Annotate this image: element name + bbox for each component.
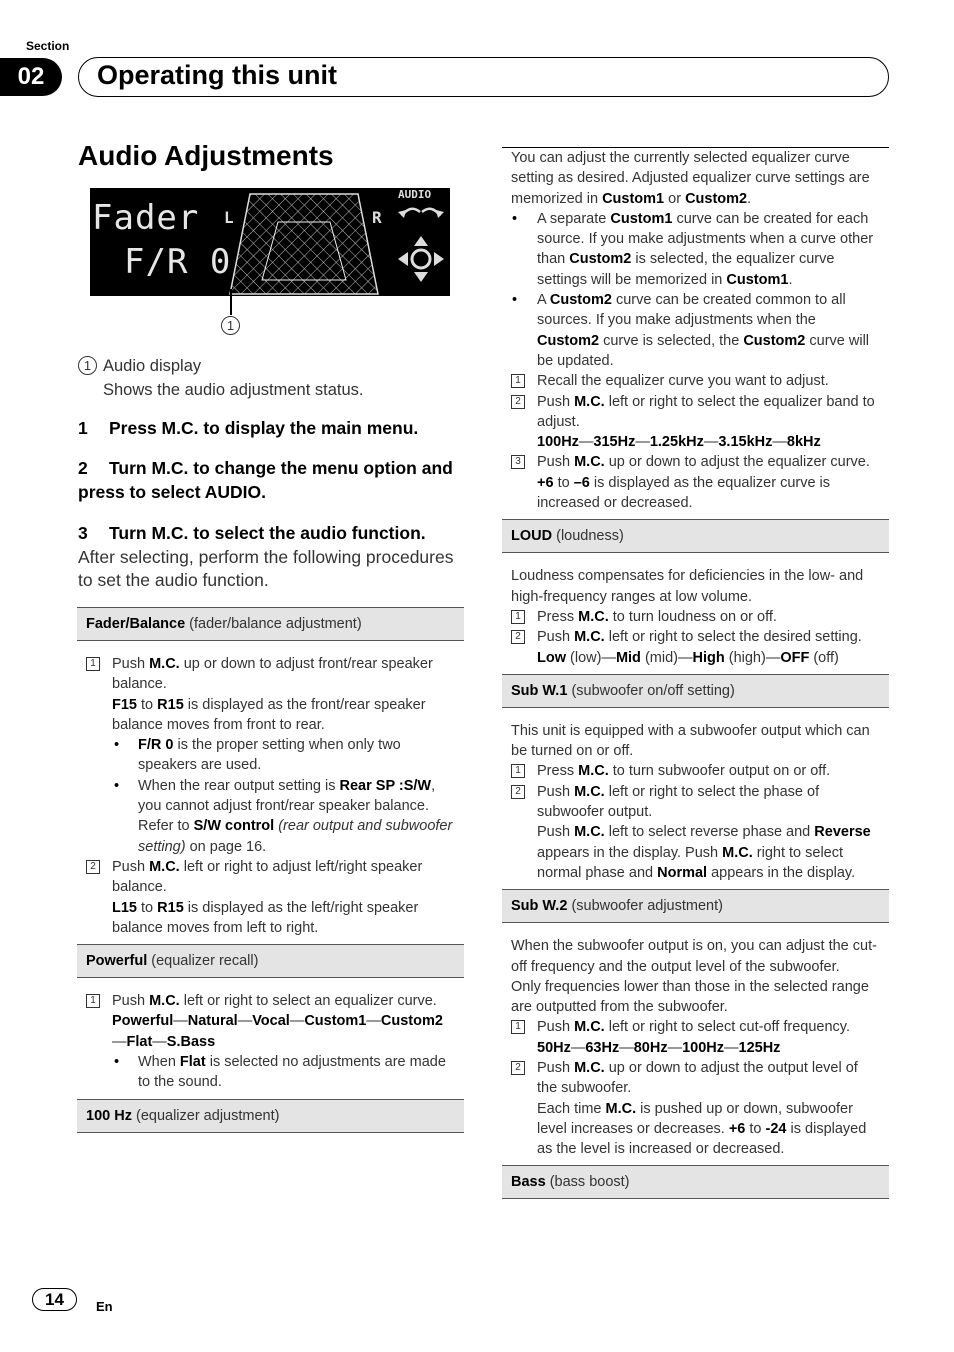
right-column: [502, 147, 889, 1199]
fader-item-1: 1 Push M.C. up or down to adjust front/rear speaker balance.: [86, 654, 455, 695]
section-number: 02: [0, 58, 62, 96]
display-label-right: R: [372, 208, 382, 227]
fader-item-2: 2 Push M.C. left or right to adjust left/right speaker balance.: [86, 857, 455, 898]
display-line-1: Fader: [92, 198, 200, 238]
powerful-bullet: • When Flat is selected no adjustments are made to the sound.: [86, 1052, 455, 1093]
subw2-item-2: 2 Push M.C. up or down to adjust the output level of the subwoofer.: [511, 1058, 880, 1099]
eq-item-2: 2 Push M.C. left or right to select the equalizer band to adjust.: [511, 392, 880, 433]
eq-item-1: 1 Recall the equalizer curve you want to adjust.: [511, 371, 880, 391]
section-label: Section: [26, 39, 70, 53]
loud-item-2: 2 Push M.C. left or right to select the desired setting.: [511, 627, 880, 647]
display-label-left: L: [224, 208, 234, 227]
legend-number: 1: [78, 356, 97, 375]
callout-number: 1: [221, 316, 240, 335]
eq-bullet-2: • A Custom2 curve can be created common to all sources. If you make adjustments when the Custom2 curve is selected, the Custom2 curve will be updated.: [511, 290, 880, 371]
fader-bullet-1: • F/R 0 is the proper setting when only two speakers are used.: [86, 735, 455, 776]
step-1: 1 Press M.C. to display the main menu.: [78, 418, 419, 438]
fader-bullet-2: • When the rear output setting is Rear SP :S/W, you cannot adjust front/rear speaker balance. Refer to S/W control (rear output and subwoofer setting) on page 16.: [86, 776, 455, 857]
fader-balance-header: Fader/Balance (fader/balance adjustment): [77, 607, 464, 641]
powerful-body: [77, 991, 464, 1092]
eq-item-3: 3 Push M.C. up or down to adjust the equalizer curve.: [511, 452, 880, 472]
step-3: 3 Turn M.C. to select the audio function.: [78, 523, 426, 543]
left-column: [77, 607, 464, 1133]
powerful-item-1: 1 Push M.C. left or right to select an equalizer curve.: [86, 991, 455, 1011]
subw2-body: When the subwoofer output is on, you can adjust the cut-off frequency and the output level of the subwoofer. Only frequencies lower than those in the selected range are outputted from the subwoofer. 1 Push M.C. left or right to select cut-off frequency. 50Hz—63Hz—80Hz—100Hz—125Hz 2 Push M.C. up or down to adjust the output level of the subwoofer. Each time M.C. is pushed up or down, subwoofer level increases or decreases. +6 to -24 is displayed as the level is increased or decreased.: [502, 936, 889, 1159]
subw2-freqs: 50Hz—63Hz—80Hz—100Hz—125Hz: [537, 1039, 781, 1056]
display-line-2: F/R 0: [124, 242, 232, 282]
eq-bullet-1: • A separate Custom1 curve can be created for each source. If you make adjustments when a curve other than Custom2 is selected, the equalizer curve settings will be memorized in Custom1.: [511, 209, 880, 290]
powerful-options: Powerful—Natural—Vocal—Custom1—Custom2—Flat—S.Bass: [112, 1013, 443, 1050]
eq-body: • A separate Custom1 curve can be created for each source. If you make adjustments when a curve other than Custom2 is selected, the equalizer curve settings will be memorized in Custom1. • A Custom2 curve can be created common to all sources. If you make adjustments when the Custom2 curve is selected, the Custom2 curve will be updated. 1 Recall the equalizer curve you want to adjust. 2 Push M.C. left or right to select the equalizer band to adjust. 100Hz—315Hz—1.25kHz—3.15kHz—8kHz 3 Push M.C. up or down to adjust the equalizer curve. +6 to –6 is displayed as the equalizer curve is increased or decreased.: [502, 209, 889, 513]
subw1-body: This unit is equipped with a subwoofer output which can be turned on or off. 1 Press M.C. to turn subwoofer output on or off. 2 Push M.C. left or right to select the phase of subwoofer output. Push M.C. left to select reverse phase and Reverse appears in the display. Push M.C. right to select normal phase and Normal appears in the display.: [502, 721, 889, 883]
fader-grid-graphic: [228, 192, 380, 296]
subw1-header: Sub W.1 (subwoofer on/off setting): [502, 674, 889, 708]
subw1-item-2: 2 Push M.C. left or right to select the phase of subwoofer output.: [511, 782, 880, 823]
subw2-item-1: 1 Push M.C. left or right to select cut-off frequency.: [511, 1017, 880, 1037]
legend-audio-display: [78, 354, 364, 402]
loud-body: Loudness compensates for deficiencies in the low- and high-frequency ranges at low volume. 1 Press M.C. to turn loudness on or off. 2 Push M.C. left or right to select the desired setting. Low (low)—Mid (mid)—High (high)—OFF (off): [502, 566, 889, 667]
bass-header: Bass (bass boost): [502, 1165, 889, 1199]
multi-control-icon: [396, 234, 446, 284]
powerful-header: Powerful (equalizer recall): [77, 944, 464, 978]
hz100-header: 100 Hz (equalizer adjustment): [77, 1099, 464, 1133]
chapter-title: Operating this unit: [97, 60, 337, 90]
eq-bands: 100Hz—315Hz—1.25kHz—3.15kHz—8kHz: [537, 434, 821, 451]
callout-line: [230, 289, 232, 315]
eq-intro: You can adjust the currently selected equalizer curve setting as desired. Adjusted equalizer curve settings are memorized in Custom1 or Custom2.: [502, 147, 889, 209]
language-label: En: [96, 1299, 113, 1314]
loud-header: LOUD (loudness): [502, 519, 889, 553]
loud-item-1: 1 Press M.C. to turn loudness on or off.: [511, 607, 880, 627]
step-3-body: After selecting, perform the following procedures to set the audio function.: [78, 547, 454, 590]
loud-options: Low (low)—Mid (mid)—High (high)—OFF (off): [537, 649, 839, 666]
audio-display-illustration: [90, 188, 450, 296]
subw1-item-1: 1 Press M.C. to turn subwoofer output on or off.: [511, 761, 880, 781]
page-number: 14: [32, 1288, 77, 1311]
display-mode-label: AUDIO: [398, 188, 432, 201]
chapter-header: [78, 57, 889, 97]
fader-balance-body: 1 Push M.C. up or down to adjust front/rear speaker balance. F15 to R15 is displayed as the front/rear speaker balance moves from front to rear. • F/R 0 is the proper setting when only two speakers are used. • When the rear output setting is Rear SP :S/W, you cannot adjust front/rear speaker balance. Refer to S/W control (rear output and subwoofer setting) on page 16. 2 Push M.C. left or right to adjust left/right speaker balance. L15 to R15 is displayed as the left/right speaker balance moves from left to right.: [77, 654, 464, 938]
legend-label: Audio display: [103, 357, 202, 375]
page-title: Audio Adjustments: [78, 140, 334, 171]
legend-description: Shows the audio adjustment status.: [103, 381, 364, 399]
subw2-header: Sub W.2 (subwoofer adjustment): [502, 889, 889, 923]
arrow-back-icon: [396, 202, 446, 222]
step-2: 2 Turn M.C. to change the menu option and press to select AUDIO.: [78, 458, 453, 502]
